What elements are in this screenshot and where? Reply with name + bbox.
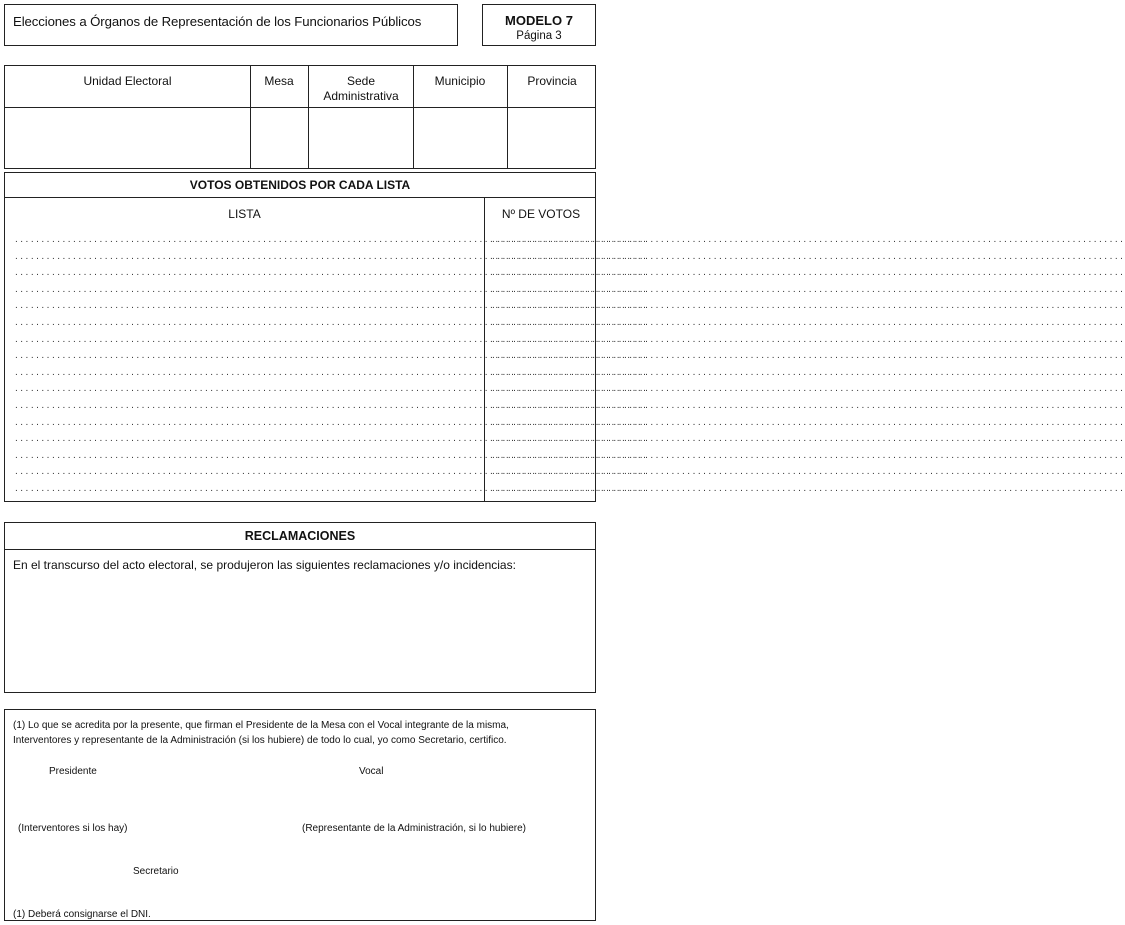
lista-dotted-line[interactable]: ........................................................................................................................ — [15, 367, 649, 378]
form-title-box — [4, 4, 458, 46]
certification-line-2: Interventores y representante de la Administración (si los hubiere) de todo lo cual, yo como Secretario, certifico. — [13, 735, 507, 746]
votos-dotted-line[interactable]: ........................................................................................................................ — [492, 433, 1125, 444]
modelo-box — [482, 4, 596, 46]
col-header-provincia: Provincia — [527, 74, 577, 88]
votos-dotted-line[interactable]: ........................................................................................................................ — [492, 417, 1125, 428]
lista-dotted-line[interactable]: ........................................................................................................................ — [15, 400, 649, 411]
votos-dotted-line[interactable]: ........................................................................................................................ — [492, 334, 1125, 345]
interventores-label: (Interventores si los hay) — [18, 823, 128, 834]
votos-dotted-line[interactable]: ........................................................................................................................ — [492, 466, 1125, 477]
votos-dotted-line[interactable]: ........................................................................................................................ — [492, 483, 1125, 494]
municipio-field[interactable] — [414, 108, 507, 169]
lista-dotted-line[interactable]: ........................................................................................................................ — [15, 284, 649, 295]
lista-dotted-line[interactable]: ........................................................................................................................ — [15, 350, 649, 361]
certification-line-1: (1) Lo que se acredita por la presente, que firman el Presidente de la Mesa con el Vocal integrante de la misma, — [13, 720, 509, 731]
lista-dotted-line[interactable]: ........................................................................................................................ — [15, 483, 649, 494]
lista-dotted-line[interactable]: ........................................................................................................................ — [15, 450, 649, 461]
votos-dotted-line[interactable]: ........................................................................................................................ — [492, 267, 1125, 278]
section-divider — [5, 549, 595, 550]
votos-dotted-line[interactable]: ........................................................................................................................ — [492, 450, 1125, 461]
votos-dotted-line[interactable]: ........................................................................................................................ — [492, 284, 1125, 295]
votos-dotted-line[interactable]: ........................................................................................................................ — [492, 317, 1125, 328]
lista-dotted-line[interactable]: ........................................................................................................................ — [15, 267, 649, 278]
votos-dotted-line[interactable]: ........................................................................................................................ — [492, 400, 1125, 411]
signatures-section — [4, 709, 596, 921]
lista-dotted-line[interactable]: ........................................................................................................................ — [15, 417, 649, 428]
votos-section — [4, 172, 1125, 502]
lista-dotted-line[interactable]: ........................................................................................................................ — [15, 234, 649, 245]
lista-header: LISTA — [228, 207, 261, 221]
vocal-label: Vocal — [359, 766, 384, 777]
section-divider — [5, 197, 595, 198]
lista-dotted-line[interactable]: ........................................................................................................................ — [15, 300, 649, 311]
votos-dotted-line[interactable]: ........................................................................................................................ — [492, 234, 1125, 245]
identification-table — [4, 65, 596, 169]
votos-dotted-line[interactable]: ........................................................................................................................ — [492, 350, 1125, 361]
votos-dotted-line[interactable]: ........................................................................................................................ — [492, 300, 1125, 311]
lista-dotted-line[interactable]: ........................................................................................................................ — [15, 251, 649, 262]
votos-dotted-line[interactable]: ........................................................................................................................ — [492, 251, 1125, 262]
col-header-sede: Sede Administrativa — [323, 74, 399, 103]
lista-dotted-line[interactable]: ........................................................................................................................ — [15, 466, 649, 477]
lista-dotted-line[interactable]: ........................................................................................................................ — [15, 383, 649, 394]
votos-dotted-line[interactable]: ........................................................................................................................ — [492, 383, 1125, 394]
reclamaciones-section — [4, 522, 596, 693]
lista-dotted-line[interactable]: ........................................................................................................................ — [15, 334, 649, 345]
sede-field[interactable] — [309, 108, 413, 169]
votos-header: Nº DE VOTOS — [501, 207, 581, 221]
mesa-field[interactable] — [251, 108, 308, 169]
presidente-label: Presidente — [49, 766, 97, 777]
col-header-mesa: Mesa — [264, 74, 294, 88]
form-title: Elecciones a Órganos de Representación de los Funcionarios Públicos — [13, 14, 422, 29]
reclamaciones-title: RECLAMACIONES — [244, 529, 356, 543]
votos-title: VOTOS OBTENIDOS POR CADA LISTA — [189, 178, 411, 192]
reclamaciones-text: En el transcurso del acto electoral, se produjeron las siguientes reclamaciones y/o incidencias: — [13, 558, 516, 572]
modelo-label: MODELO 7 — [505, 13, 573, 28]
lista-dotted-line[interactable]: ........................................................................................................................ — [15, 433, 649, 444]
col-header-unidad: Unidad Electoral — [83, 74, 172, 88]
lista-dotted-line[interactable]: ........................................................................................................................ — [15, 317, 649, 328]
page-number: Página 3 — [516, 30, 562, 42]
provincia-field[interactable] — [508, 108, 596, 169]
dni-footnote: (1) Deberá consignarse el DNI. — [13, 909, 151, 920]
secretario-label: Secretario — [133, 866, 179, 877]
representante-label: (Representante de la Administración, si lo hubiere) — [302, 823, 527, 834]
col-header-municipio: Municipio — [434, 74, 486, 88]
reclamaciones-field[interactable] — [5, 578, 595, 692]
unidad-electoral-field[interactable] — [5, 108, 250, 169]
votos-dotted-line[interactable]: ........................................................................................................................ — [492, 367, 1125, 378]
